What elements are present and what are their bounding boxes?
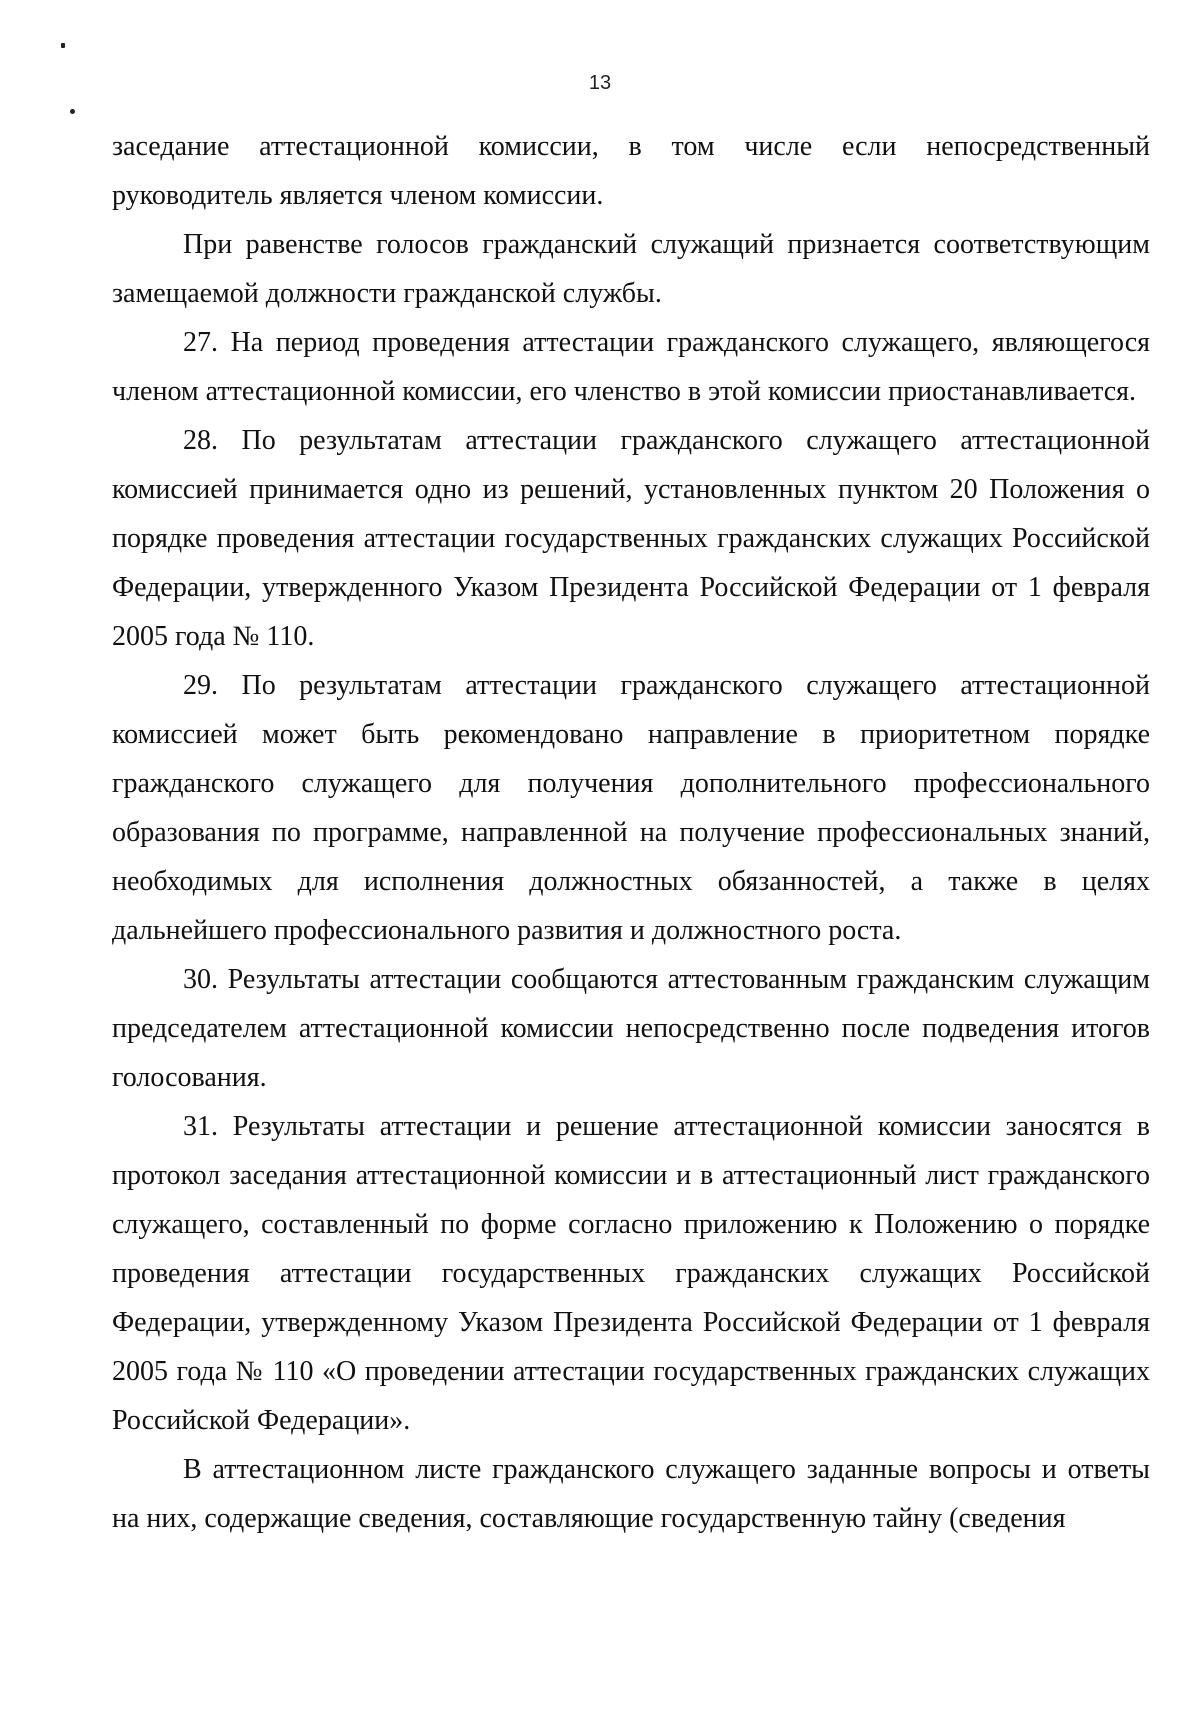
paragraph-28: 28. По результатам аттестации гражданского служащего аттестационной комиссией принимается одно из решений, установленных пунктом 20 Положения о порядке проведения аттестации государственных гражданских служащих Российской Федерации, утвержденного Указом Президента Российской Федерации от 1 февраля 2005 года № 110. [112, 425, 1150, 652]
paragraph-continuation: заседание аттестационной комиссии, в том числе если непосредственный руководитель является членом комиссии. [112, 131, 1150, 211]
paragraph-31: 31. Результаты аттестации и решение аттестационной комиссии заносятся в протокол заседания аттестационной комиссии и в аттестационный лист гражданского служащего, составленный по форме согласно приложению к Положению о порядке проведения аттестации государственных гражданских служащих Российской Федерации, утвержденному Указом Президента Российской Федерации от 1 февраля 2005 года № 110 «О проведении аттестации государственных гражданских служащих Российской Федерации». [112, 1111, 1150, 1436]
paragraph-tie-vote: При равенстве голосов гражданский служащий признается соответствующим замещаемой должности гражданской службы. [112, 229, 1150, 309]
paragraph-27: 27. На период проведения аттестации гражданского служащего, являющегося членом аттестационной комиссии, его членство в этой комиссии приостанавливается. [112, 327, 1150, 407]
paragraph-30: 30. Результаты аттестации сообщаются аттестованным гражданским служащим председателем аттестационной комиссии непосредственно после подведения итогов голосования. [112, 964, 1150, 1093]
scan-speck [61, 43, 65, 48]
page-number: 13 [588, 72, 612, 94]
scan-speck [70, 109, 75, 114]
paragraph-attestation-sheet: В аттестационном листе гражданского служащего заданные вопросы и ответы на них, содержащие сведения, составляющие государственную тайну (сведения [112, 1454, 1150, 1534]
paragraph-29: 29. По результатам аттестации гражданского служащего аттестационной комиссией может быть рекомендовано направление в приоритетном порядке гражданского служащего для получения дополнительного профессионального образования по программе, направленной на получение профессиональных знаний, необходимых для исполнения должностных обязанностей, а также в целях дальнейшего профессионального развития и должностного роста. [112, 670, 1150, 946]
document-body [112, 122, 1150, 1543]
